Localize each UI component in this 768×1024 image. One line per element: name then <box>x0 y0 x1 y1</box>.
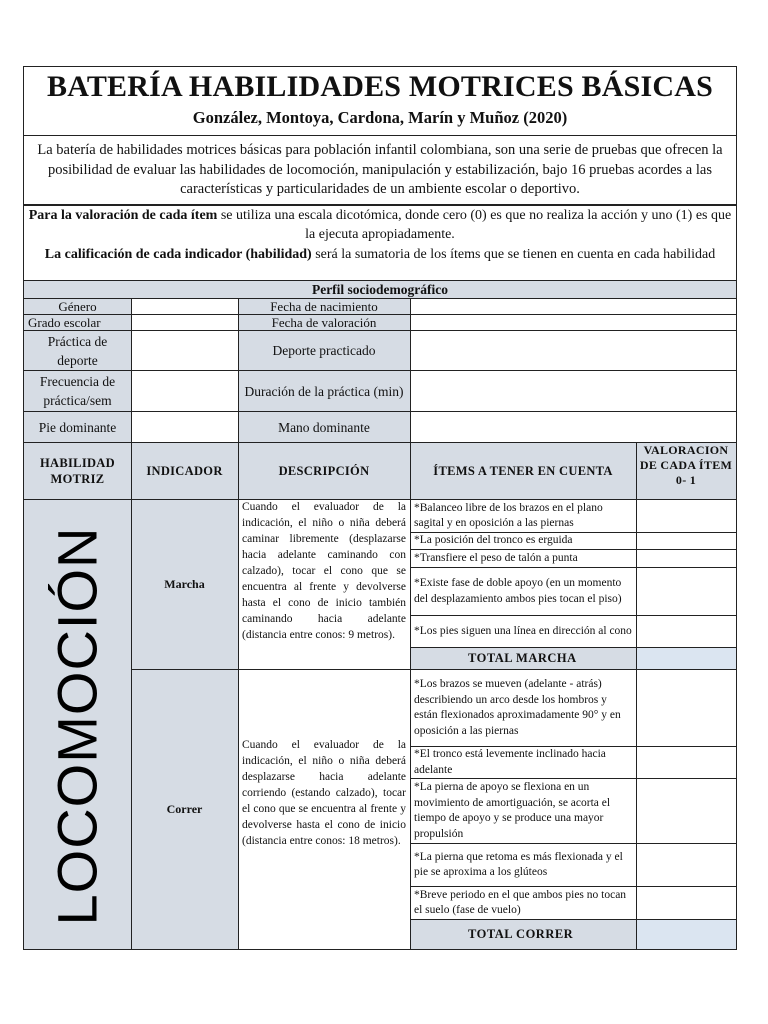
input-practica-deporte[interactable] <box>131 331 238 370</box>
label-practica-deporte: Práctica de deporte <box>24 331 131 370</box>
header-valoracion-label: VALORACION DE CADA ÍTEM <box>639 443 733 472</box>
divider <box>410 778 737 779</box>
item-marcha-1: *Balanceo libre de los brazos en el plano sagital y en oposición a las piernas <box>414 501 603 529</box>
label-genero: Género <box>24 299 131 314</box>
label-fecha-nacimiento: Fecha de nacimiento <box>238 299 410 314</box>
valoracion-marcha-4[interactable] <box>636 568 736 615</box>
perfil-title: Perfil sociodemográfico <box>24 281 736 298</box>
item-marcha-3: *Transfiere el peso de talón a punta <box>414 551 578 564</box>
descripcion-marcha: Cuando el evaluador de la indicación, el niño o niña deberá caminar libremente (desplazarse hacia adelante caminando con calzado), tocar el cono que se encuentra al frente y devolverse hasta el cono de inicio también caminando hacia adelante (distancia entre conos: 9 metros). <box>242 501 406 641</box>
valoracion-marcha-5[interactable] <box>636 616 736 647</box>
divider <box>410 567 737 568</box>
item-correr-1: *Los brazos se mueven (adelante - atrás) describiendo un arco desde los hombros y están flexionados aproximadamente 90° y en oposición a las piernas <box>414 678 621 737</box>
total-marcha-value[interactable] <box>636 648 736 669</box>
valoracion-marcha-1[interactable] <box>636 500 736 532</box>
document-authors: González, Montoya, Cardona, Marín y Muñoz (2020) <box>192 108 568 127</box>
header-valoracion <box>636 443 736 499</box>
valoracion-correr-4[interactable] <box>636 844 736 886</box>
divider <box>410 843 737 844</box>
item-correr-2: *El tronco está levemente inclinado hacia adelante <box>414 748 606 776</box>
header-descripcion: DESCRIPCIÓN <box>238 443 410 499</box>
valoracion-correr-3[interactable] <box>636 779 736 843</box>
item-marcha-2: *La posición del tronco es erguida <box>414 534 573 547</box>
label-deporte-practicado: Deporte practicado <box>238 331 410 370</box>
header-items: ÍTEMS A TENER EN CUENTA <box>410 443 636 499</box>
divider <box>23 280 737 281</box>
divider <box>410 298 411 442</box>
header-valoracion-escala: 0- 1 <box>675 473 697 487</box>
valoracion-correr-2[interactable] <box>636 747 736 778</box>
intro-paragraph: La batería de habilidades motrices básicas para población infantil colombiana, son una serie de pruebas que ofrecen la posibilidad de evaluar las habilidades de locomoción, manipulación y estabilización, bajo 16 pruebas acordes a las características y particularidades de un ambiente escolar o deportivo. <box>37 142 723 197</box>
input-mano-dominante[interactable] <box>410 412 736 442</box>
input-fecha-valoracion[interactable] <box>410 315 736 330</box>
divider <box>636 442 637 949</box>
valoracion-bold: Para la valoración de cada ítem <box>28 208 218 223</box>
divider <box>410 647 737 648</box>
indicador-marcha: Marcha <box>131 500 238 669</box>
label-pie-dominante: Pie dominante <box>24 412 131 442</box>
divider <box>410 532 737 533</box>
header-indicador: INDICADOR <box>131 443 238 499</box>
item-marcha-4: *Existe fase de doble apoyo (en un momento del desplazamiento ambos pies tocan el piso) <box>414 577 622 605</box>
document-title: BATERÍA HABILIDADES MOTRICES BÁSICAS <box>47 70 713 103</box>
divider <box>410 919 737 920</box>
habilidad-label: LOCOMOCIÓN <box>45 526 109 926</box>
valoracion-text: se utiliza una escala dicotómica, donde cero (0) es que no realiza la acción y uno (1) es que la ejecuta apropiadamente. <box>217 208 732 242</box>
total-marcha-label: TOTAL MARCHA <box>468 651 577 665</box>
indicador-correr: Correr <box>131 670 238 949</box>
header-habilidad: HABILIDAD MOTRIZ <box>24 443 131 499</box>
label-duracion: Duración de la práctica (min) <box>238 371 410 411</box>
input-fecha-nacimiento[interactable] <box>410 299 736 314</box>
item-correr-5: *Breve periodo en el que ambos pies no tocan el suelo (fase de vuelo) <box>414 888 627 916</box>
valoracion-marcha-3[interactable] <box>636 550 736 567</box>
calificacion-paragraph <box>28 245 732 264</box>
descripcion-correr: Cuando el evaluador de la indicación, el niño o niña deberá desplazarse hacia adelante corriendo (estando calzado), tocar el cono que se encuentra al frente y devolverse hasta el cono de inicio (distancia entre conos: 18 metros). <box>242 739 406 847</box>
label-mano-dominante: Mano dominante <box>238 412 410 442</box>
valoracion-paragraph <box>28 206 732 244</box>
item-marcha-5: *Los pies siguen una línea en dirección al cono <box>414 624 632 637</box>
divider <box>410 442 411 949</box>
divider <box>238 298 239 442</box>
divider <box>131 442 132 949</box>
input-duracion[interactable] <box>410 371 736 411</box>
input-deporte-practicado[interactable] <box>410 331 736 370</box>
habilidad-locomocion <box>24 500 131 949</box>
input-pie-dominante[interactable] <box>131 412 238 442</box>
item-correr-4: *La pierna que retoma es más flexionada y el pie se aproxima a los glúteos <box>414 850 623 878</box>
valoracion-marcha-2[interactable] <box>636 533 736 549</box>
item-correr-3: *La pierna de apoyo se flexiona en un movimiento de amortiguación, se acorta el tiempo de apoyo y se produce una mayor propulsión <box>414 781 611 840</box>
divider <box>410 549 737 550</box>
label-grado-escolar: Grado escolar <box>24 315 131 330</box>
input-grado-escolar[interactable] <box>131 315 238 330</box>
divider <box>131 298 132 442</box>
valoracion-correr-1[interactable] <box>636 670 736 746</box>
divider <box>238 442 239 949</box>
total-correr-label: TOTAL CORRER <box>468 927 574 941</box>
label-frecuencia: Frecuencia de práctica/sem <box>24 371 131 411</box>
total-correr-value[interactable] <box>636 920 736 949</box>
divider <box>23 135 737 136</box>
divider <box>410 746 737 747</box>
input-frecuencia[interactable] <box>131 371 238 411</box>
calificacion-text: será la sumatoria de los ítems que se tienen en cuenta en cada habilidad <box>311 247 716 262</box>
calificacion-bold: La calificación de cada indicador (habilidad) <box>44 247 312 262</box>
valoracion-correr-5[interactable] <box>636 887 736 919</box>
divider <box>410 615 737 616</box>
divider <box>410 886 737 887</box>
input-genero[interactable] <box>131 299 238 314</box>
label-fecha-valoracion: Fecha de valoración <box>238 315 410 330</box>
